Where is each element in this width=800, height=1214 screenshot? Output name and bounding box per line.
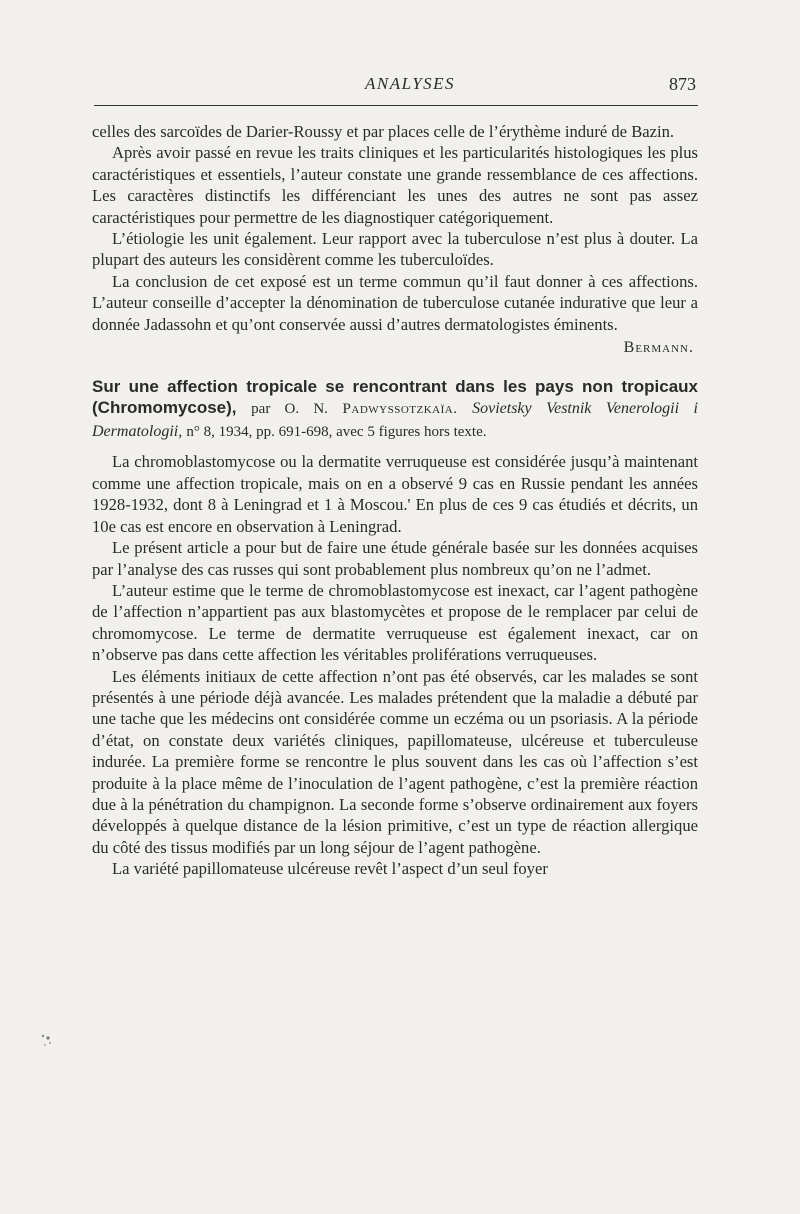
paragraph: celles des sarcoïdes de Darier-Roussy et par places celle de l’érythème induré de Bazin.	[92, 122, 675, 141]
paragraph: La conclusion de cet exposé est un terme commun qu’il faut donner à ces affections. L’auteur conseille d’accepter la dénomination de tuberculose cutanée indurative que leur a donnée Jadassohn et qu’ont conservée aussi d’autres dermatologistes éminents.	[92, 271, 698, 334]
article-byline: par O. N.	[251, 401, 328, 418]
article-heading	[92, 376, 698, 443]
paragraph: La chromoblastomycose ou la dermatite verruqueuse est considérée jusqu’à maintenant comme une affection tropicale, mais on en a observé 9 cas en Russie pendant les années 1928-1932, dont 8 à Leningrad et 1 à Moscou.' En plus de ces 9 cas étudiés et décrits, un 10e cas est encore en observation à Leningrad.	[92, 452, 698, 536]
paragraph: Après avoir passé en revue les traits cliniques et les particularités histologiques les plus caractéristiques et essentiels, l’auteur constate une grande ressemblance de ces affections. Les caractères distinctifs les différenciant les unes des autres ne sont pas assez caractéristiques pour permettre de les diagnostiquer catégoriquement.	[92, 143, 698, 227]
article-citation: n° 8, 1934, pp. 691-698, avec 5 figures hors texte.	[186, 424, 487, 441]
page-number: 873	[669, 74, 696, 94]
running-head	[92, 74, 698, 98]
body-text	[92, 121, 698, 880]
header-rule	[94, 105, 698, 106]
article-body	[92, 451, 698, 879]
paragraph: La variété papillomateuse ulcéreuse revêt l’aspect d’un seul foyer	[112, 859, 548, 879]
article-author: Padwyssotzkaïa.	[342, 401, 458, 418]
article-journal: Sovietsky Vestnik Venerologii i Dermatologii,	[92, 400, 698, 441]
reviewer-signature: Bermann.	[623, 339, 694, 357]
paragraph: L’auteur estime que le terme de chromoblastomycose est inexact, car l’agent pathogène de l’affection n’appartient pas aux blastomycètes et propose de le remplacer par celui de chromomycose. Le terme de dermatite verruqueuse est également inexact, car on n’observe pas dans cette affection les véritables proliférations verruqueuses.	[92, 580, 698, 665]
paragraph: Les éléments initiaux de cette affection n’ont pas été observés, car les malades se sont présentés à une période déjà avancée. Les malades prétendent que la maladie a débuté par une tache que les médecins ont considérée comme un eczéma ou un psoriasis. A la période d’état, on constate deux variétés cliniques, papillomateuse, ulcéreuse et tuberculeuse indurée. La première forme se rencontre le plus souvent dans les cas où l’affection s’est produite à la place même de l’inoculation de l’agent pathogène, c’est la première réaction due à la pénétration du champignon. La seconde forme s’observe ordinairement aux foyers développés à quelque distance de la lésion primitive, c’est un type de réaction allergique du côté des tissus modifiés par un long séjour de l’agent pathogène.	[92, 666, 698, 857]
paragraph: L’étiologie les unit également. Leur rapport avec la tuberculose n’est plus à douter. La plupart des auteurs les considèrent comme les tuberculoïdes.	[92, 229, 698, 270]
article-title: Sur une affection tropicale se rencontrant dans les pays non tropicaux (Chromomycose),	[92, 377, 698, 418]
paragraph: Le présent article a pour but de faire une étude générale basée sur les données acquises par l’analyse des cas russes qui sont probablement plus nombreux qu’on ne l’admet.	[92, 538, 698, 579]
ink-smudge	[38, 1028, 56, 1052]
running-head-title: ANALYSES	[364, 74, 456, 93]
